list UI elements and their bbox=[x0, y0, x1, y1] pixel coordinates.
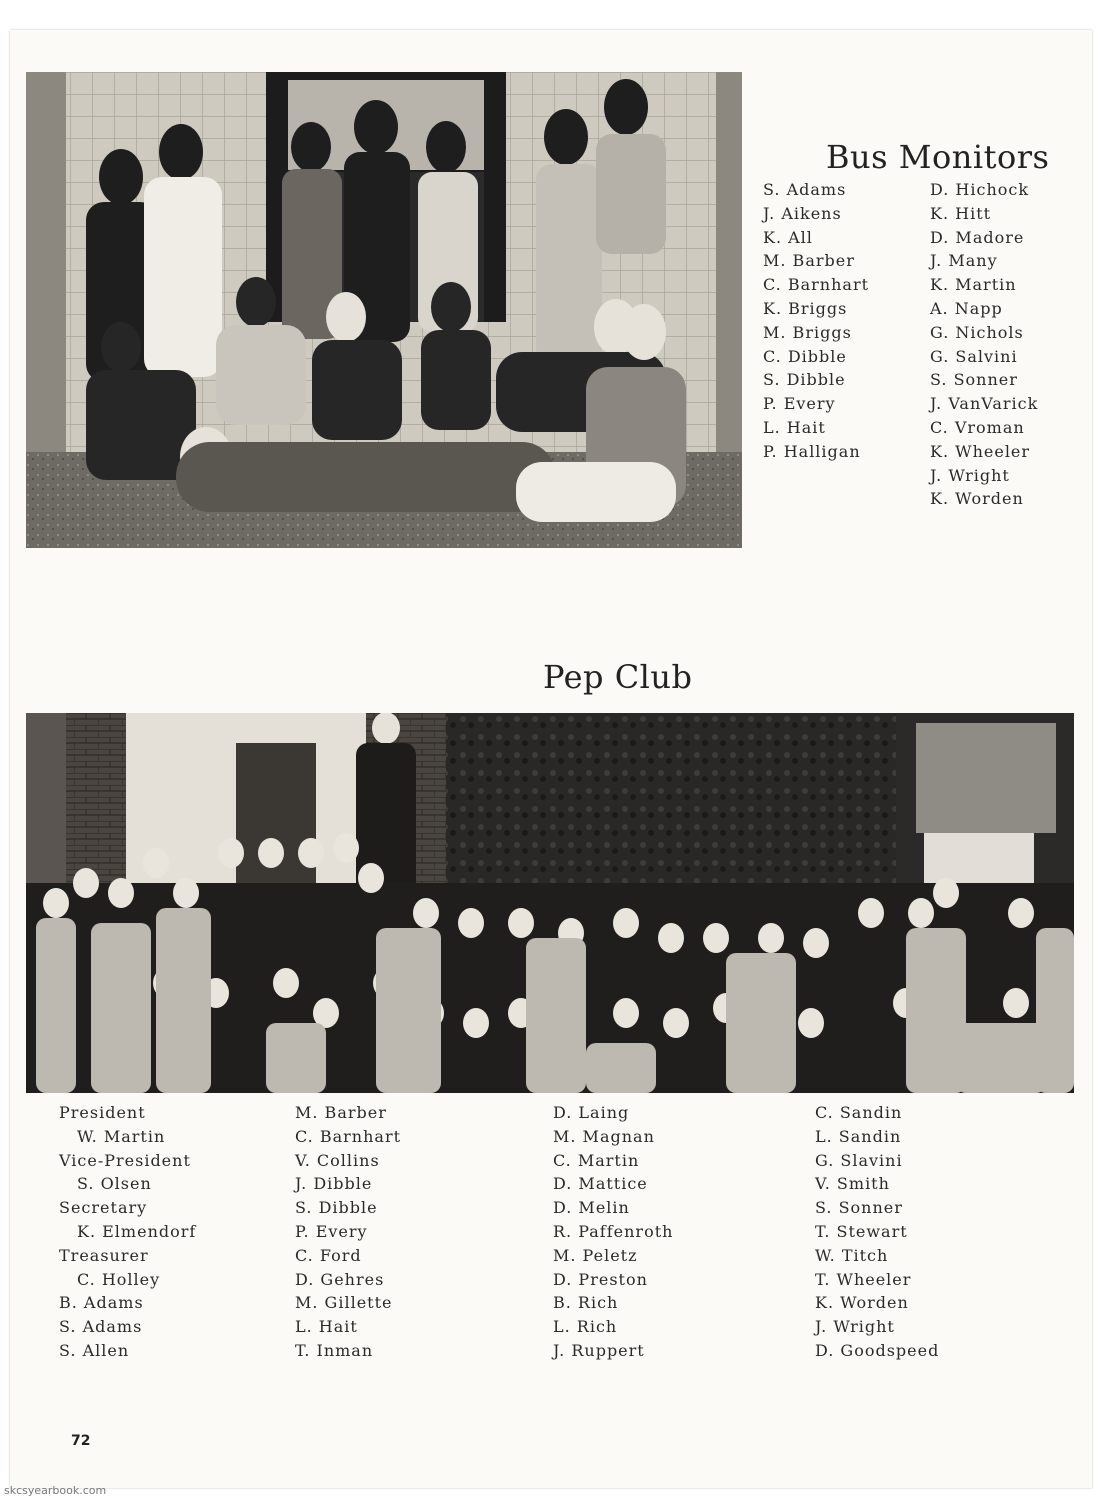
pep-club-member-name: M. Peletz bbox=[553, 1245, 638, 1265]
pep-club-member-name: V. Collins bbox=[295, 1150, 380, 1170]
bus-monitor-name: M. Briggs bbox=[763, 322, 852, 342]
bus-monitor-name: J. VanVarick bbox=[930, 394, 1039, 414]
pep-club-member-name: L. Sandin bbox=[815, 1126, 902, 1146]
pep-club-member-name: C. Martin bbox=[553, 1150, 640, 1170]
pep-club-member-name: M. Magnan bbox=[553, 1126, 655, 1146]
pep-club-member-name: M. Gillette bbox=[295, 1293, 393, 1313]
bus-monitor-name: J. Wright bbox=[930, 465, 1010, 485]
pep-club-member-name: S. Dibble bbox=[295, 1198, 378, 1218]
officer-name: C. Holley bbox=[77, 1269, 161, 1289]
pep-club-member-name: B. Rich bbox=[553, 1293, 619, 1313]
pep-club-member-name: D. Mattice bbox=[553, 1174, 648, 1194]
bus-monitor-name: K. Wheeler bbox=[930, 441, 1031, 461]
pep-club-member-name: L. Rich bbox=[553, 1317, 618, 1337]
bus-monitor-name: M. Barber bbox=[763, 251, 855, 271]
pep-club-member-name: J. Dibble bbox=[295, 1174, 373, 1194]
pep-club-member-name: V. Smith bbox=[815, 1174, 890, 1194]
pep-club-member-name: T. Inman bbox=[295, 1340, 374, 1360]
officer-name: W. Martin bbox=[77, 1126, 166, 1146]
pep-club-member-name: R. Paffenroth bbox=[553, 1221, 674, 1241]
pep-club-member-name: D. Goodspeed bbox=[815, 1340, 940, 1360]
pep-club-member-name: L. Hait bbox=[295, 1317, 358, 1337]
bus-monitor-name: C. Dibble bbox=[763, 346, 847, 366]
pep-club-member-name: T. Wheeler bbox=[815, 1269, 912, 1289]
pep-club-names-column-2 bbox=[295, 1101, 401, 1363]
officer-role: Secretary bbox=[59, 1198, 148, 1218]
pep-club-member-name: D. Melin bbox=[553, 1198, 630, 1218]
pep-club-member-name: S. Sonner bbox=[815, 1198, 903, 1218]
pep-club-title: Pep Club bbox=[543, 658, 693, 696]
pep-club-member-name: K. Worden bbox=[815, 1293, 909, 1313]
pep-club-group-photo bbox=[26, 713, 1074, 1093]
pep-club-names-column-4 bbox=[815, 1101, 939, 1363]
bus-monitor-name: C. Vroman bbox=[930, 417, 1025, 437]
bus-monitors-group-photo bbox=[26, 72, 742, 548]
bus-monitor-name: S. Dibble bbox=[763, 370, 846, 390]
pep-club-member-name: G. Slavini bbox=[815, 1150, 903, 1170]
officer-role: Treasurer bbox=[59, 1245, 149, 1265]
bus-monitor-name: K. All bbox=[763, 227, 813, 247]
watermark-text: skcsyearbook.com bbox=[4, 1484, 107, 1497]
pep-club-member-name: J. Ruppert bbox=[553, 1340, 645, 1360]
bus-monitor-name: P. Every bbox=[763, 394, 836, 414]
pep-club-member-name: M. Barber bbox=[295, 1103, 387, 1122]
officer-role: Vice-President bbox=[59, 1150, 191, 1170]
bus-monitor-name: J. Many bbox=[930, 251, 998, 271]
pep-club-member-name: C. Ford bbox=[295, 1245, 362, 1265]
bus-monitor-name: K. Martin bbox=[930, 275, 1017, 295]
pep-club-member-name: C. Barnhart bbox=[295, 1126, 402, 1146]
pep-club-member-name: B. Adams bbox=[59, 1293, 144, 1313]
bus-monitor-name: K. Hitt bbox=[930, 203, 992, 223]
bus-monitor-name: D. Hichock bbox=[930, 180, 1030, 199]
bus-monitor-name: G. Nichols bbox=[930, 322, 1024, 342]
pep-club-member-name: C. Sandin bbox=[815, 1103, 903, 1122]
bus-monitor-name: K. Briggs bbox=[763, 298, 848, 318]
pep-club-names-column-1 bbox=[59, 1101, 196, 1363]
pep-club-member-name: D. Gehres bbox=[295, 1269, 385, 1289]
officer-role: President bbox=[59, 1103, 146, 1122]
bus-monitor-name: L. Hait bbox=[763, 417, 826, 437]
bus-monitor-name: A. Napp bbox=[930, 298, 1003, 318]
bus-monitor-name: G. Salvini bbox=[930, 346, 1018, 366]
pep-club-member-name: D. Laing bbox=[553, 1103, 630, 1122]
bus-monitor-name: K. Worden bbox=[930, 489, 1024, 509]
bus-monitor-name: S. Sonner bbox=[930, 370, 1018, 390]
bus-monitor-name: P. Halligan bbox=[763, 441, 861, 461]
bus-monitor-name: J. Aikens bbox=[763, 203, 842, 223]
bus-monitors-names-column-2 bbox=[930, 178, 1038, 511]
officer-name: K. Elmendorf bbox=[77, 1221, 197, 1241]
bus-monitors-title: Bus Monitors bbox=[826, 138, 1050, 176]
officer-name: S. Olsen bbox=[77, 1174, 152, 1194]
pep-club-member-name: T. Stewart bbox=[815, 1221, 908, 1241]
pep-club-member-name: J. Wright bbox=[815, 1317, 895, 1337]
bus-monitor-name: S. Adams bbox=[763, 180, 847, 199]
pep-club-member-name: W. Titch bbox=[815, 1245, 889, 1265]
pep-club-member-name: D. Preston bbox=[553, 1269, 648, 1289]
pep-club-member-name: P. Every bbox=[295, 1221, 368, 1241]
bus-monitor-name: C. Barnhart bbox=[763, 275, 870, 295]
pep-club-member-name: S. Adams bbox=[59, 1317, 143, 1337]
page-number: 72 bbox=[71, 1433, 91, 1449]
pep-club-member-name: S. Allen bbox=[59, 1340, 130, 1360]
bus-monitors-names-column-1 bbox=[763, 178, 869, 464]
pep-club-names-column-3 bbox=[553, 1101, 673, 1363]
bus-monitor-name: D. Madore bbox=[930, 227, 1025, 247]
